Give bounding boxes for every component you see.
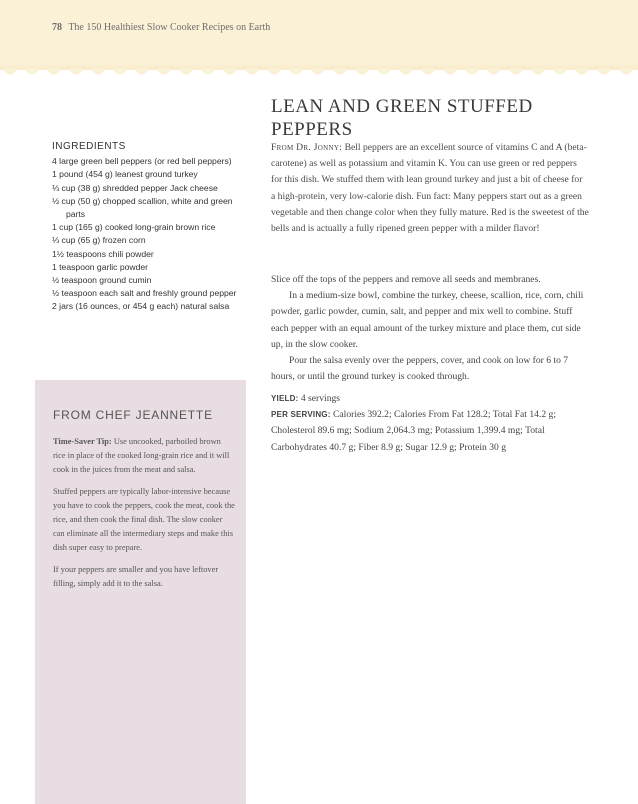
ingredient-item: 1 pound (454 g) leanest ground turkey — [52, 169, 198, 180]
running-title: The 150 Healthiest Slow Cooker Recipes on Earth — [68, 22, 271, 33]
per-serving-label: PER SERVING: — [271, 410, 331, 420]
yield-section — [271, 391, 589, 456]
method-section — [271, 272, 589, 385]
per-serving-value: Calories 392.2; Calories From Fat 128.2; Total Fat 14.2 g; Cholesterol 89.6 mg; Sodium 2,064.3 mg; Potassium 1,399.4 mg; Total Carbohydrates 40.7 g; Fiber 8.9 g; Sugar 12.9 g; Protein 30 g — [271, 409, 557, 453]
ingredient-item: 1 teaspoon garlic powder — [52, 261, 149, 272]
intro-lead: From Dr. Jonny: — [271, 142, 343, 153]
chef-paragraph: Stuffed peppers are typically labor-intensive because you have to cook the peppers, cook the meat, cook the rice, and then cook the final dish. The slow cooker can eliminate all the intermediary steps and make this dish super easy to prepare. — [53, 487, 235, 552]
running-head — [52, 22, 270, 33]
ingredient-item: 4 large green bell peppers (or red bell peppers) — [52, 156, 232, 167]
ingredients-list — [52, 155, 248, 313]
recipe-intro — [271, 140, 589, 237]
ingredient-item: ⅓ cup (38 g) shredded pepper Jack cheese — [52, 182, 218, 193]
chef-paragraph: If your peppers are smaller and you have leftover filling, simply add it to the salsa. — [53, 565, 219, 588]
ingredient-item: ½ teaspoon each salt and freshly ground pepper — [52, 288, 237, 299]
chef-sidebar-body — [53, 435, 235, 599]
page-number: 78 — [52, 22, 62, 33]
chef-sidebar-title: FROM CHEF JEANNETTE — [53, 408, 213, 422]
ingredient-item: 2 jars (16 ounces, or 454 g each) natural salsa — [52, 301, 230, 312]
intro-text: Bell peppers are an excellent source of vitamins C and A (beta-carotene) as well as potassium and vitamin K. You can use green or red peppers for this dish. We stuffed them with lean ground turkey and just a bit of cheese for a high-protein, very low-calorie dish. Fun fact: Many peppers start out as a green vegetable and then change color when they fully mature. Red is the sweetest of the bells and is actually a fully ripened green pepper with a milder flavor! — [271, 142, 589, 235]
ingredient-item: 1 cup (165 g) cooked long-grain brown rice — [52, 222, 216, 233]
method-step: In a medium-size bowl, combine the turkey, cheese, scallion, rice, corn, chili powder, garlic powder, cumin, salt, and pepper and mix well to combine. Stuff each pepper with an equal amount of the turkey mixture and place them, cut side up, in the slow cooker. — [271, 290, 584, 350]
yield-value: 4 servings — [300, 393, 341, 404]
method-step: Pour the salsa evenly over the peppers, cover, and cook on low for 6 to 7 hours, or until the ground turkey is cooked through. — [271, 355, 569, 383]
ingredient-item: ⅓ cup (65 g) frozen corn — [52, 235, 146, 246]
ingredients-section — [52, 140, 248, 314]
chef-sidebar — [35, 380, 246, 804]
ingredients-heading: INGREDIENTS — [52, 141, 126, 152]
tip-label: Time-Saver Tip: — [53, 437, 112, 446]
header-band — [0, 0, 638, 70]
recipe-title: LEAN AND GREEN STUFFED PEPPERS — [271, 96, 533, 140]
yield-label: YIELD: — [271, 394, 299, 403]
ingredient-item: ½ cup (50 g) chopped scallion, white and green parts — [52, 195, 233, 220]
ingredient-item: ½ teaspoon ground cumin — [52, 275, 152, 286]
method-step: Slice off the tops of the peppers and remove all seeds and membranes. — [271, 274, 541, 285]
tip-text: Use uncooked, parboiled brown rice in place of the cooked long-grain rice and it will cook in the juices from the meat and salsa. — [53, 437, 230, 474]
ingredient-item: 1½ teaspoons chili powder — [52, 248, 154, 259]
